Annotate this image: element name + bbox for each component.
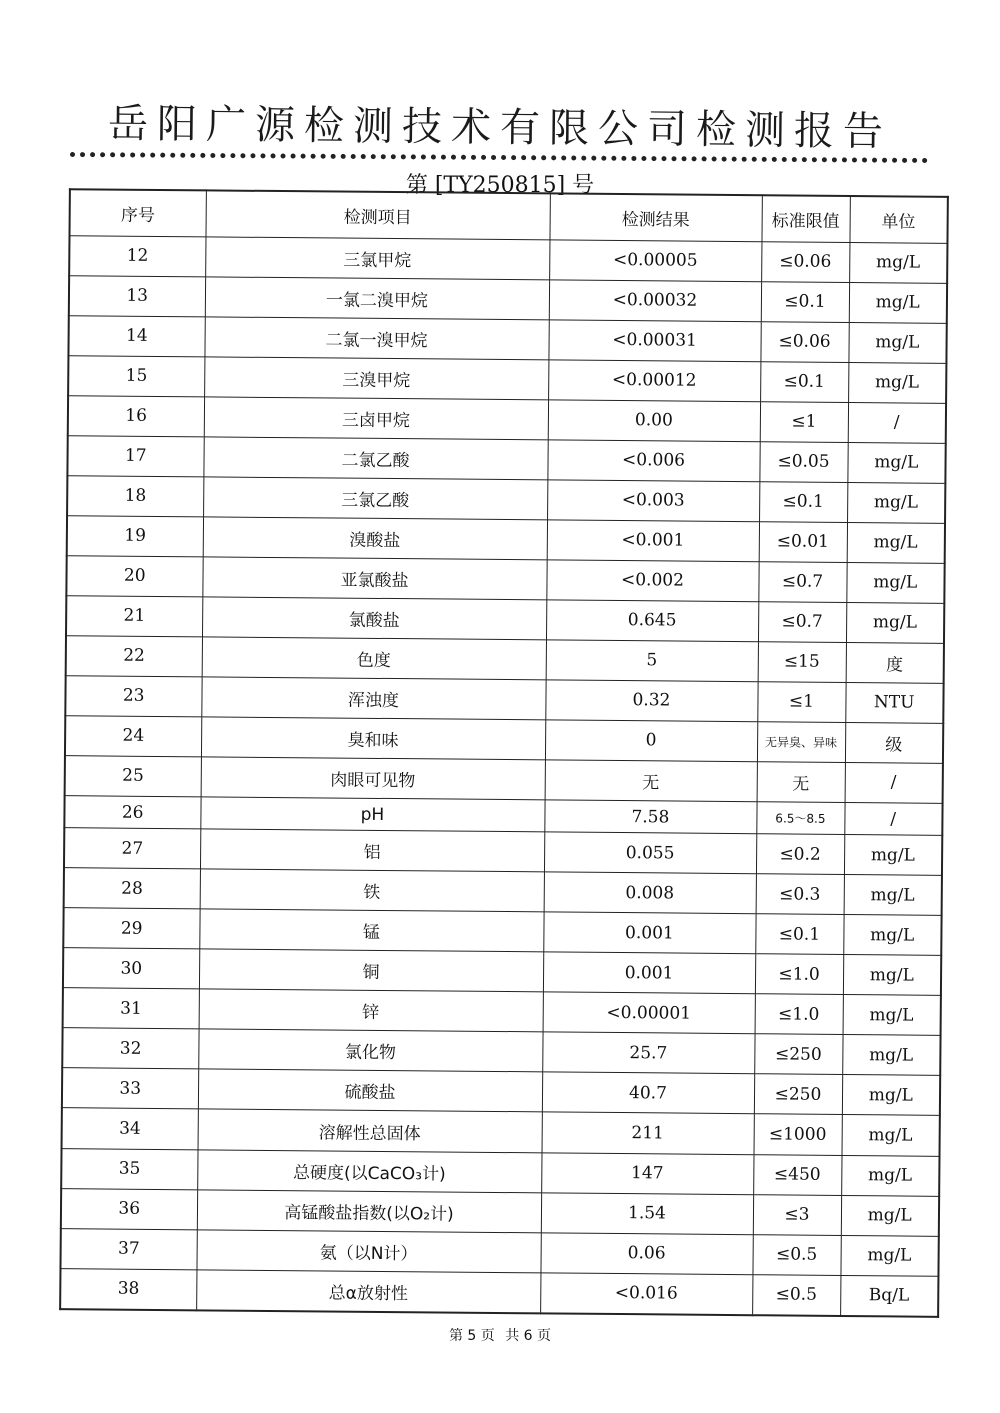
cell-seq: 16	[68, 395, 204, 436]
table-body	[60, 235, 947, 1317]
report-title: 岳阳广源检测技术有限公司检测报告	[107, 100, 893, 156]
cell-item: 一氯二溴甲烷	[205, 276, 549, 319]
cell-result: 147	[541, 1152, 753, 1194]
cell-item: 总硬度(以CaCO₃计)	[197, 1149, 541, 1192]
cell-result: 1.54	[541, 1192, 753, 1234]
cell-seq: 37	[60, 1228, 196, 1269]
cell-result: 0.008	[544, 872, 756, 914]
cell-limit: ≤1	[760, 401, 848, 442]
cell-unit: NTU	[845, 682, 943, 723]
cell-unit: /	[845, 762, 943, 803]
cell-result: 7.58	[544, 800, 756, 834]
cell-item: 总α放射性	[196, 1269, 540, 1313]
cell-result: <0.002	[546, 560, 758, 602]
cell-result: <0.016	[540, 1272, 752, 1315]
cell-item: 肉眼可见物	[201, 757, 545, 800]
cell-result: 0.001	[543, 952, 755, 994]
cell-unit: mg/L	[847, 522, 945, 563]
cell-result: 0.001	[543, 912, 755, 954]
cell-unit: mg/L	[849, 282, 947, 323]
cell-item: pH	[200, 797, 544, 832]
cell-seq: 34	[62, 1108, 198, 1149]
cell-result: 211	[542, 1112, 754, 1154]
cell-result: <0.00005	[549, 239, 761, 281]
cell-result: 0.06	[540, 1232, 752, 1274]
cell-result: <0.006	[547, 440, 759, 482]
cell-limit: ≤0.06	[761, 241, 849, 282]
cell-result: 25.7	[542, 1032, 754, 1074]
cell-unit: mg/L	[846, 562, 944, 603]
cell-unit: mg/L	[842, 1075, 940, 1116]
cell-seq: 35	[61, 1148, 197, 1189]
cell-unit: /	[848, 402, 946, 443]
cell-result: 无	[545, 760, 757, 802]
cell-seq: 14	[68, 315, 204, 356]
cell-item: 三氯甲烷	[205, 236, 549, 279]
header-unit: 单位	[849, 196, 947, 243]
cell-limit: ≤0.3	[756, 874, 844, 915]
cell-item: 色度	[202, 637, 546, 680]
cell-unit: mg/L	[843, 915, 941, 956]
table-row	[60, 1268, 938, 1317]
cell-limit: 6.5～8.5	[756, 802, 844, 835]
cell-unit: mg/L	[844, 875, 942, 916]
cell-seq: 33	[62, 1068, 198, 1109]
cell-seq: 23	[65, 676, 201, 717]
cell-item: 二氯一溴甲烷	[204, 316, 548, 359]
cell-item: 锰	[199, 909, 543, 952]
cell-result: 0.055	[544, 832, 756, 874]
cell-seq: 38	[60, 1268, 196, 1310]
cell-unit: mg/L	[848, 322, 946, 363]
cell-seq: 19	[67, 515, 203, 556]
cell-item: 三卤甲烷	[204, 397, 548, 440]
cell-limit: ≤3	[753, 1194, 841, 1235]
cell-result: 0	[545, 720, 757, 762]
cell-seq: 31	[63, 988, 199, 1029]
cell-unit: mg/L	[842, 1035, 940, 1076]
cell-seq: 12	[69, 235, 205, 276]
cell-limit: ≤0.5	[752, 1234, 840, 1275]
cell-unit: mg/L	[840, 1235, 938, 1276]
cell-item: 二氯乙酸	[203, 437, 547, 480]
cell-limit: ≤0.7	[758, 602, 846, 643]
cell-item: 溴酸盐	[203, 517, 547, 560]
cell-result: 0.32	[545, 680, 757, 722]
cell-seq: 15	[68, 355, 204, 396]
cell-limit: ≤250	[754, 1074, 842, 1115]
cell-limit: ≤450	[753, 1154, 841, 1195]
cell-limit: ≤0.1	[759, 481, 847, 522]
cell-limit: ≤1	[757, 682, 845, 723]
cell-unit: mg/L	[847, 442, 945, 483]
cell-seq: 29	[63, 908, 199, 949]
cell-limit: 无异臭、异味	[757, 722, 845, 763]
page-total: 共 6 页	[505, 1328, 552, 1344]
cell-item: 浑浊度	[201, 677, 545, 720]
cell-seq: 25	[65, 756, 201, 797]
cell-item: 锌	[199, 989, 543, 1032]
cell-seq: 30	[63, 948, 199, 989]
header-item: 检测项目	[205, 190, 549, 239]
cell-limit: ≤0.01	[759, 521, 847, 562]
cell-seq: 32	[62, 1028, 198, 1069]
page-number: 第 5 页	[448, 1328, 495, 1344]
cell-unit: mg/L	[848, 362, 946, 403]
cell-limit: ≤0.1	[755, 914, 843, 955]
cell-item: 氯酸盐	[202, 597, 546, 640]
header-seq: 序号	[70, 189, 206, 236]
cell-unit: 级	[845, 722, 943, 763]
cell-result: 40.7	[542, 1072, 754, 1114]
cell-seq: 22	[66, 635, 202, 676]
cell-result: 5	[546, 640, 758, 682]
cell-item: 氯化物	[198, 1029, 542, 1072]
results-table	[59, 188, 949, 1318]
cell-result: 0.645	[546, 600, 758, 642]
cell-unit: /	[844, 802, 942, 835]
cell-result: <0.003	[547, 480, 759, 522]
cell-seq: 24	[65, 716, 201, 757]
cell-limit: ≤0.2	[756, 834, 844, 875]
cell-item: 三氯乙酸	[203, 477, 547, 520]
cell-result: <0.00032	[549, 279, 761, 321]
cell-limit: ≤15	[758, 642, 846, 683]
cell-seq: 21	[66, 595, 202, 636]
cell-unit: mg/L	[847, 482, 945, 523]
cell-seq: 20	[66, 555, 202, 596]
cell-limit: 无	[757, 762, 845, 803]
header-result: 检测结果	[549, 193, 761, 241]
header-limit: 标准限值	[761, 195, 849, 242]
cell-result: <0.00031	[548, 319, 760, 361]
cell-limit: ≤1.0	[755, 954, 843, 995]
cell-unit: mg/L	[849, 242, 947, 283]
cell-unit: mg/L	[843, 955, 941, 996]
cell-result: <0.001	[547, 520, 759, 562]
cell-seq: 28	[64, 868, 200, 909]
cell-seq: 17	[67, 435, 203, 476]
cell-limit: ≤1.0	[755, 994, 843, 1035]
cell-unit: Bq/L	[840, 1275, 938, 1317]
cell-result: <0.00012	[548, 359, 760, 401]
cell-unit: mg/L	[843, 995, 941, 1036]
cell-item: 臭和味	[201, 717, 545, 760]
cell-seq: 36	[61, 1188, 197, 1229]
cell-item: 铜	[199, 949, 543, 992]
cell-limit: ≤0.06	[760, 321, 848, 362]
results-table-wrapper	[59, 188, 947, 1318]
cell-seq: 13	[69, 275, 205, 316]
cell-item: 三溴甲烷	[204, 356, 548, 399]
cell-unit: 度	[846, 642, 944, 683]
cell-limit: ≤0.05	[759, 441, 847, 482]
cell-limit: ≤0.7	[758, 561, 846, 602]
cell-limit: ≤250	[754, 1034, 842, 1075]
cell-seq: 18	[67, 475, 203, 516]
cell-item: 硫酸盐	[198, 1069, 542, 1112]
cell-result: <0.00001	[543, 992, 755, 1034]
cell-item: 铝	[200, 829, 544, 872]
page-footer	[0, 1325, 1000, 1345]
cell-limit: ≤0.1	[761, 281, 849, 322]
table-header-row	[70, 189, 948, 243]
cell-unit: mg/L	[842, 1115, 940, 1156]
cell-unit: mg/L	[841, 1195, 939, 1236]
cell-item: 氨（以N计）	[196, 1229, 540, 1272]
cell-item: 铁	[200, 869, 544, 912]
cell-unit: mg/L	[846, 602, 944, 643]
cell-limit: ≤0.1	[760, 361, 848, 402]
cell-result: 0.00	[548, 400, 760, 442]
cell-unit: mg/L	[844, 835, 942, 876]
cell-item: 高锰酸盐指数(以O₂计)	[197, 1189, 541, 1232]
cell-seq: 26	[64, 796, 200, 830]
cell-seq: 27	[64, 828, 200, 869]
cell-limit: ≤1000	[754, 1114, 842, 1155]
cell-item: 溶解性总固体	[198, 1109, 542, 1152]
cell-item: 亚氯酸盐	[202, 557, 546, 600]
cell-unit: mg/L	[841, 1155, 939, 1196]
cell-limit: ≤0.5	[752, 1274, 840, 1316]
report-number: 第 [TY250815] 号	[405, 173, 595, 198]
